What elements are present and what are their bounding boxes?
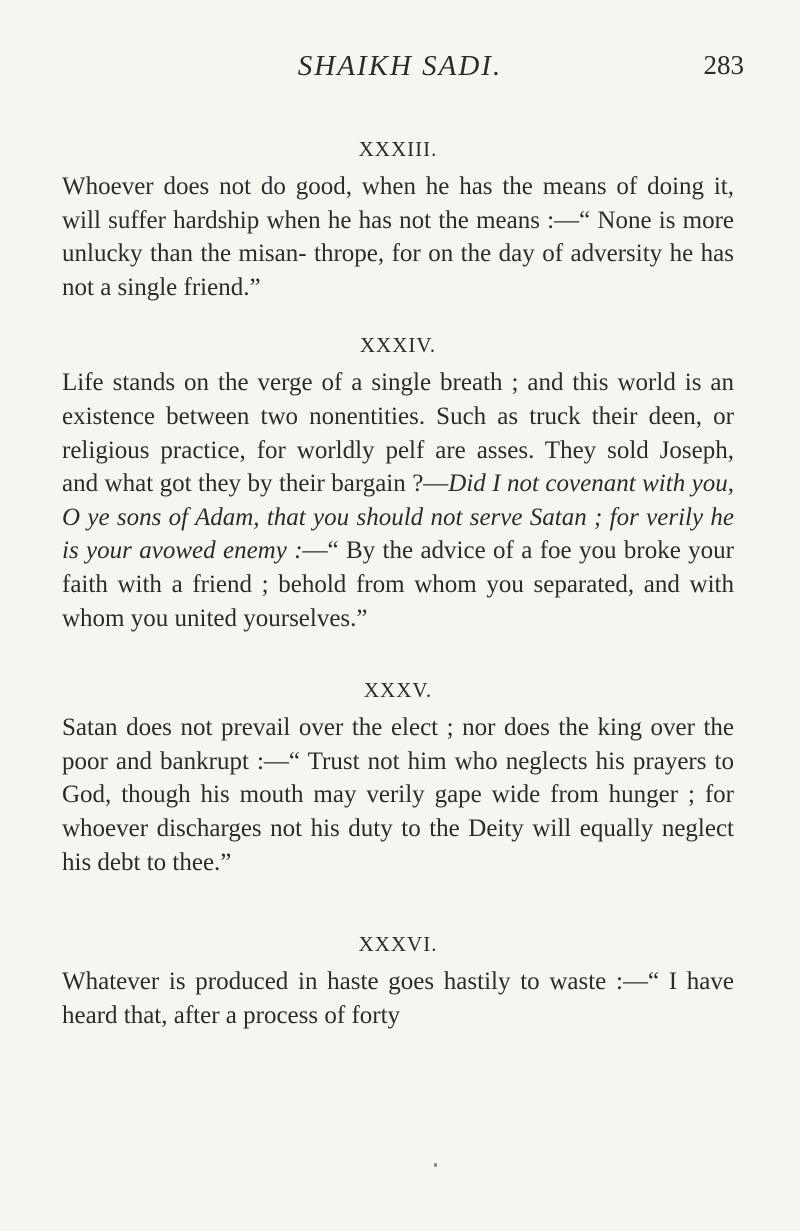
- running-title: SHAIKH SADI.: [297, 50, 503, 82]
- section-text: [62, 366, 734, 635]
- section-xxxiv: [62, 324, 734, 635]
- page-number: 283: [703, 50, 744, 80]
- section-text: Satan does not prevail over the elect ; nor does the king over the poor and bankrupt :—“ Trust not him who neglects his prayers to God, though his mouth may verily gape wide from hunger ; for whoever discharges not his duty to the Deity will equally neglect his debt to thee.”: [62, 714, 734, 876]
- section-xxxvi: [62, 923, 734, 1032]
- section-heading: XXXIV.: [359, 333, 437, 358]
- quoted-scripture: Did I not covenant with you, O ye sons of Adam, that you should not serve Satan ; for verily he is your avowed enemy :: [62, 470, 734, 565]
- paper-speck: [434, 1163, 437, 1167]
- section-heading: XXXV.: [363, 678, 433, 703]
- page-header: [0, 46, 800, 86]
- section-heading: XXXVI.: [358, 932, 438, 957]
- section-text-part: Life stands on the verge of a single breath ; and this world is an existence between two nonentities. Such as truck their deen, or religious practice, for worldly pelf are asses. They sold Joseph, and what got they by their bargain ?—: [62, 369, 734, 498]
- section-heading: XXXIII.: [358, 137, 438, 161]
- section-text: Whatever is produced in haste goes hastily to waste :—“ I have heard that, after a process of forty: [62, 968, 734, 1029]
- section-text: Whoever does not do good, when he has the means of doing it, will suffer hardship when he has not the means :—“ None is more unlucky than the misan- thrope, for on the day of adversity he has not a single friend.”: [62, 173, 734, 301]
- section-xxxv: [62, 669, 734, 879]
- page-body: [62, 128, 734, 1032]
- section-text-part: —“ By the advice of a foe you broke your faith with a friend ; behold from whom you separated, and with whom you united yourselves.”: [62, 537, 734, 632]
- section-xxxiii: [62, 128, 734, 304]
